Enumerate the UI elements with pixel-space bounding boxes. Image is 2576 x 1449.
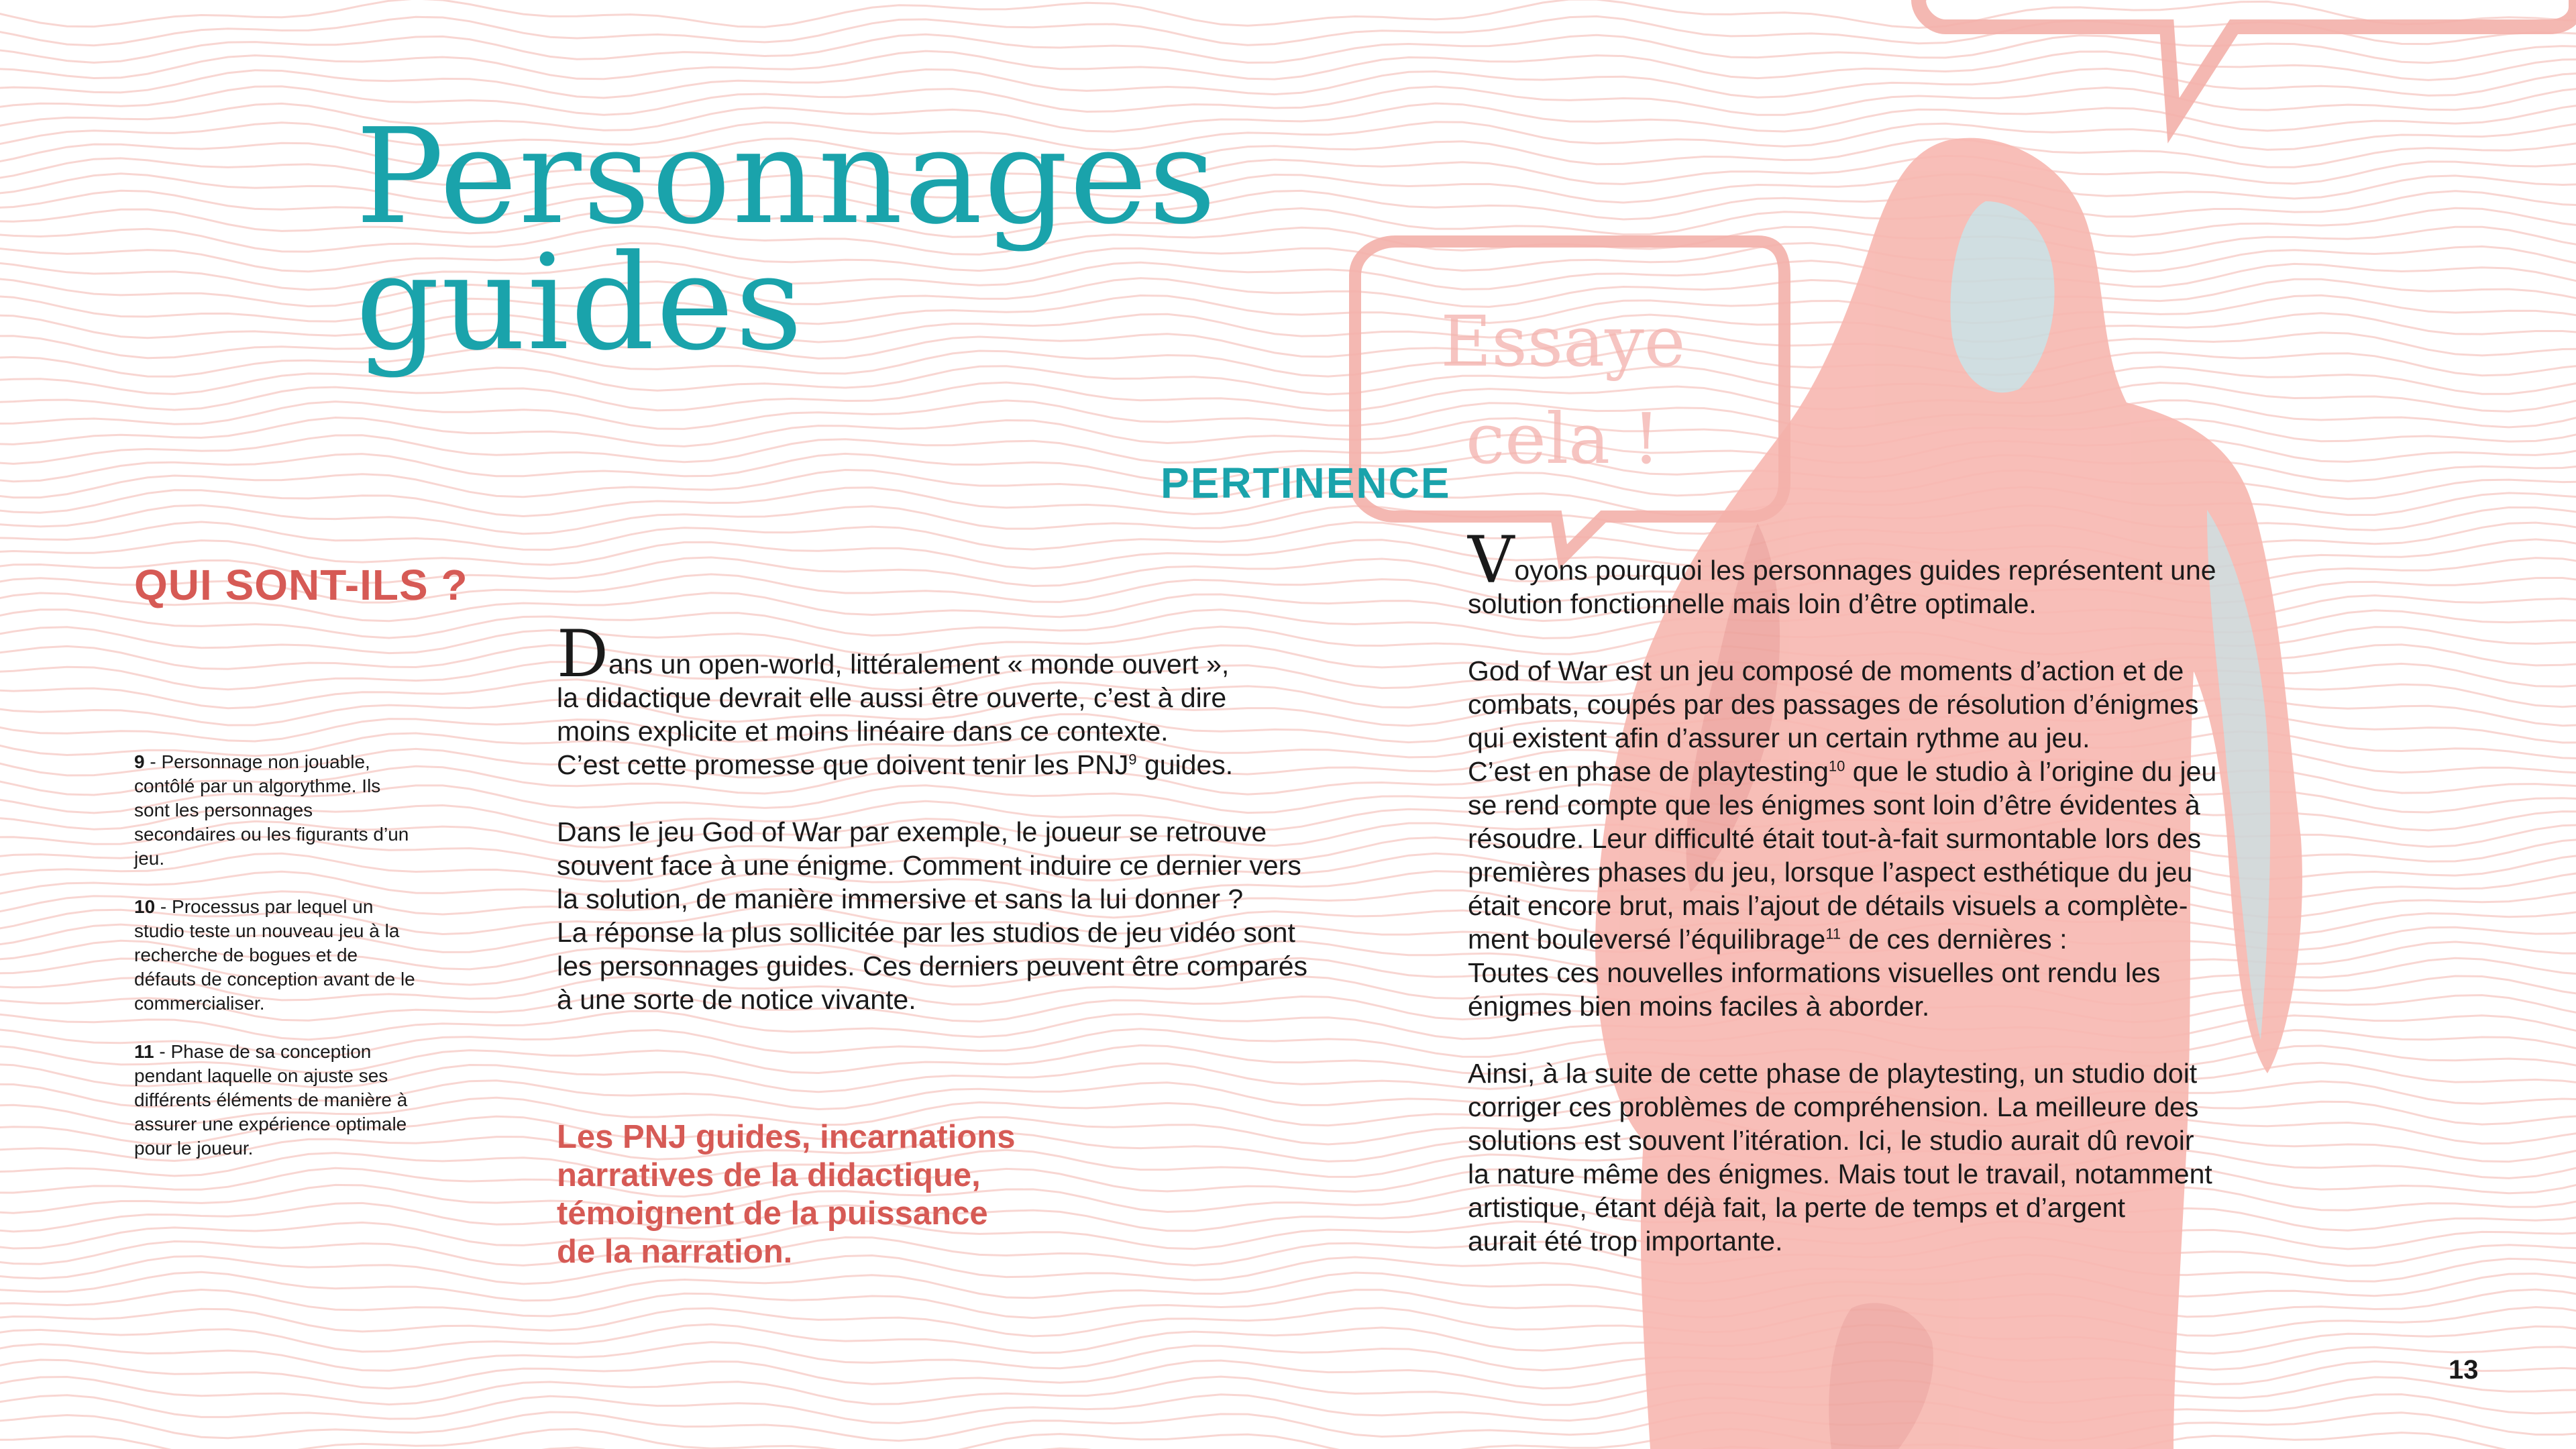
paragraph-text: que le studio à l’origine du jeu se rend compte que les énigmes sont loin d’être évidentes à résoudre. Leur difficulté était tout-à-fait surmontable lors des premières phases du jeu, lorsque l’aspect esthétique du jeu était encore brut, mais l’ajout de détails visuels a complète- ment bouleversé l’équilibrage [1468, 756, 2217, 955]
paragraph-text: oyons pourquoi les personnages guides représentent une solution fonctionnelle mais loin d’être optimale. [1468, 555, 2216, 619]
paragraph-text: de ces dernières : Toutes ces nouvelles informations visuelles ont rendu les énigmes bien moins faciles à aborder. [1468, 924, 2161, 1022]
bubble-line-2: cela ! [1466, 398, 1660, 480]
title-line-2: guides [356, 227, 804, 380]
pull-quote [557, 1118, 1067, 1271]
drop-cap: V [1468, 523, 1515, 598]
wave-line [0, 1342, 2576, 1371]
page-number: 13 [2449, 1355, 2479, 1385]
paragraph-voyons [1468, 523, 2340, 621]
footnotes [134, 750, 416, 1185]
wave-line [0, 0, 2576, 28]
footnote-number: 9 [134, 751, 145, 772]
wave-line [0, 1360, 2576, 1389]
paragraph-text: ans un open-world, littéralement « monde ouvert », la didactique devrait elle aussi être ouverte, c’est à dire moins explicite et moins linéaire dans ce contexte. C’est cette promesse que doivent tenir les PNJ [557, 649, 1230, 780]
wave-line [0, 382, 2576, 411]
wave-line [0, 1395, 2576, 1424]
footnote-10 [134, 895, 416, 1016]
quote-line: narratives de la didactique, [557, 1157, 981, 1193]
wave-line [0, 51, 2576, 80]
footnote-text: - Processus par lequel un studio teste un nouveau jeu à la recherche de bogues et de défauts de conception avant de le commercialiser. [134, 896, 415, 1014]
wave-line [0, 34, 2576, 63]
paragraph-playtesting [1468, 654, 2340, 1023]
wave-line [0, 1324, 2576, 1354]
section-heading-pertinence: PERTINENCE [1161, 459, 1451, 507]
footnote-ref-11: 11 [1825, 925, 1841, 943]
paragraph-god-of-war-example: Dans le jeu God of War par exemple, le joueur se retrouve souvent face à une énigme. Comment induire ce dernier vers la solution, de manière immersive et sans la lui donner ? La réponse la plus sollicitée par les studios de jeu vidéo sont les personnages guides. Ces derniers peuvent être comparés à une sorte de notice vivante. [557, 816, 1308, 1015]
page-title [356, 101, 1429, 380]
footnote-9 [134, 750, 416, 871]
quote-line: Les PNJ guides, incarnations [557, 1119, 1016, 1155]
paragraph-open-world [557, 616, 1402, 782]
body-column-right [1468, 523, 2340, 1291]
section-heading-qui-sont-ils: QUI SONT-ILS ? [134, 561, 468, 609]
footnote-11 [134, 1040, 416, 1161]
wave-line [0, 1289, 2576, 1318]
wave-line [0, 1307, 2576, 1336]
wave-line [0, 400, 2576, 429]
drop-cap: D [557, 616, 608, 692]
body-column-left [557, 616, 1402, 1050]
footnote-number: 10 [134, 896, 156, 917]
paragraph-text: guides. [1136, 749, 1234, 780]
footnote-text: - Personnage non jouable, contôlé par un algorythme. Ils sont les personnages secondaires ou les figurants d’un jeu. [134, 751, 409, 869]
quote-line: témoignent de la puissance [557, 1195, 988, 1232]
footnote-ref-10: 10 [1828, 757, 1845, 775]
footnote-number: 11 [134, 1041, 154, 1062]
wave-line [0, 16, 2576, 45]
footnote-ref-9: 9 [1128, 751, 1137, 768]
wave-line [0, 1377, 2576, 1405]
paragraph-text: God of War est un jeu composé de moments d’action et de combats, coupés par des passages de résolution d’énigmes qui existent afin d’assurer un certain rythme au jeu. C’est en phase de playtesting [1468, 655, 2199, 787]
quote-line: de la narration. [557, 1234, 793, 1270]
bubble-line-1: Essaye [1440, 301, 1686, 382]
footnote-text: - Phase de sa conception pendant laquelle on ajuste ses différents éléments de manière à assurer une expérience optimale pour le joueur. [134, 1041, 408, 1159]
paragraph-ainsi: Ainsi, à la suite de cette phase de playtesting, un studio doit corriger ces problèmes de compréhension. La meilleure des solutions est souvent l’itération. Ici, le studio aurait dû revoir la nature même des énigmes. Mais tout le travail, notamment artistique, étant déjà fait, la perte de temps et d’argent aurait été trop importante. [1468, 1058, 2212, 1256]
title-line-1: Personnages [356, 101, 1218, 254]
